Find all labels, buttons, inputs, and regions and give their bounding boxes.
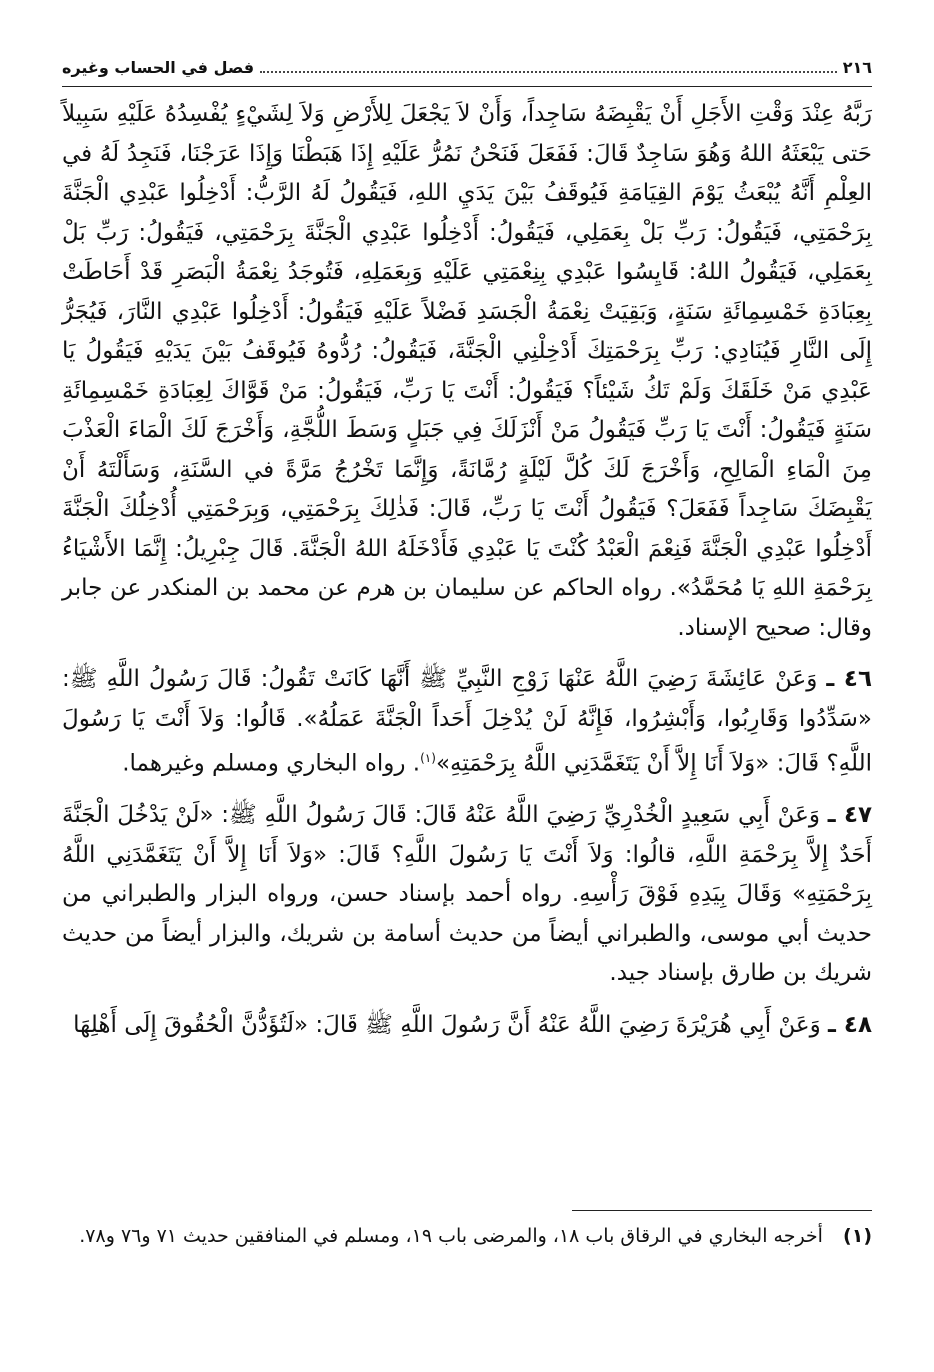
paragraph-text: وَعَنْ أَبِي هُرَيْرَةَ رَضِيَ اللَّهُ عَنْهُ أَنَّ رَسُولَ اللَّهِ ﷺ قَالَ: «لَتُؤَدُّنَّ الْحُقُوقَ إِلَى أَهْلِهَا: [73, 1011, 821, 1038]
hadith-number: ٤٦ ـ: [826, 666, 872, 692]
header-dots: [260, 71, 837, 73]
running-title: فصل في الحساب وغيره: [62, 58, 255, 77]
footnote-item: [62, 1220, 872, 1252]
hadith-number: ٤٧ ـ: [827, 802, 873, 829]
main-text: [62, 95, 872, 1045]
paragraph: [62, 796, 872, 994]
paragraph: [62, 660, 872, 784]
paragraph-text: وَعَنْ أَبِي سَعِيدٍ الْخُدْرِيِّ رَضِيَ اللَّهُ عَنْهُ قَالَ: قَالَ رَسُولُ اللَّهِ ﷺ: «لَنْ يَدْخُلَ الْجَنَّةَ أَحَدٌ إِلاَّ بِرَحْمَةِ اللَّهِ، قالُوا: وَلاَ أَنْتَ يَا رَسُولَ اللَّهِ؟ قَالَ: «وَلاَ أَنَا إِلاَّ أَنْ يَتَغَمَّدَنِي اللَّهُ بِرَحْمَتِهِ» وَقَالَ بِيَدِهِ فَوْقَ رَأْسِهِ. رواه أحمد بإسناد حسن، ورواه البزار والطبراني من حديث أبي موسى، والطبراني أيضاً من حديث أسامة بن شريك، والبزار أيضاً من حديث شريك بن طارق بإسناد جيد.: [62, 802, 872, 987]
hadith-number: ٤٨ ـ: [828, 1011, 872, 1038]
paragraph-text: وَعَنْ عَائِشَةَ رَضِيَ اللَّهُ عَنْهَا زَوْجِ النَّبِيِّ ﷺ أَنَّهَا كَانَتْ تَقُولُ: قَالَ رَسُولُ اللَّهِ ﷺ: «سَدِّدُوا وَقَارِبُوا، وَأَبْشِرُوا، فَإِنَّهُ لَنْ يُدْخِلَ أَحَداً الْجَنَّةَ عَمَلُهُ». قَالُوا: وَلاَ أَنْتَ يَا رَسُولَ اللَّهِ؟ قَالَ: «وَلاَ أَنَا إِلاَّ أَنْ يَتَغَمَّدَنِي اللَّهُ بِرَحْمَتِهِ»: [62, 666, 872, 777]
paragraph: [62, 95, 872, 648]
page-header: [62, 58, 872, 87]
footnote-divider: [572, 1210, 872, 1211]
paragraph-tail: . رواه البخاري ومسلم وغيرهما.: [122, 750, 421, 777]
footnote-reference[interactable]: (١): [420, 751, 436, 765]
paragraph-text: رَبَّهُ عِنْدَ وَقْتِ الأَجَلِ أَنْ يَقْبِضَهُ سَاجِداً، وَأَنْ لاَ يَجْعَلَ لِلأَرْضِ وَلاَ لِشَيْءٍ يُفْسِدُهُ عَلَيْهِ سَبِيلاً حَتى يَبْعَثَهُ اللهُ وَهُوَ سَاجِدٌ قَالَ: فَفَعَلَ فَنَحْنُ نَمُرُّ عَلَيْهِ إِذَا هَبَطْنَا وَإِذَا عَرَجْنَا، فَنَجِدُ لَهُ في العِلْمِ أَنَّهُ يُبْعَثُ يَوْمَ القِيَامَةِ فَيُوقَفُ بَيْنَ يَدَيِ اللهِ، فَيَقُولُ لَهُ الرَّبُّ: أَدْخِلُوا عَبْدِي الْجَنَّةَ بِرَحْمَتِي، فَيَقُولُ: رَبِّ بَلْ بِعَمَلِي، فَيَقُولُ: أَدْخِلُوا عَبْدِي الْجَنَّةَ بِرَحْمَتِي، فَيَقُولُ: رَبِّ بَلْ بِعَمَلِي، فَيَقُولُ اللهُ: قَايِسُوا عَبْدِي بِنِعْمَتِي عَلَيْهِ وَبِعَمَلِهِ، فَتُوجَدُ نِعْمَةُ الْبَصَرِ قَدْ أَحَاطَتْ بِعِبَادَةِ خَمْسِمِائَةِ سَنَةٍ، وَبَقِيَتْ نِعْمَةُ الْجَسَدِ فَضْلاً عَلَيْهِ فَيَقُولُ: أَدْخِلُوا عَبْدِي النَّارَ، فَيُجَرُّ إِلَى النَّارِ فَيُنَادِي: رَبِّ بِرَحْمَتِكَ أَدْخِلْنِي الْجَنَّةَ، فَيَقُولُ: رُدُّوهُ فَيُوقَفُ بَيْنَ يَدَيْهِ فَيَقُولُ يَا عَبْدِي مَنْ خَلَقَكَ وَلَمْ تَكُ شَيْئاً؟ فَيَقُولُ: أَنْتَ يَا رَبِّ، فَيَقُولُ: مَنْ قَوَّاكَ لِعِبَادَةِ خَمْسِمِائَةِ سَنَةٍ فَيَقُولُ: أَنْتَ يَا رَبِّ فَيَقُولُ مَنْ أَنْزَلَكَ فِي جَبَلٍ وَسَطَ اللُّجَّةِ، وَأَخْرَجَ لَكَ الْمَاءَ الْعَذْبَ مِنَ الْمَاءِ الْمَالِحِ، وَأَخْرَجَ لَكَ كُلَّ لَيْلَةٍ رُمَّانَةً، وَإِنَّمَا تَخْرُجُ مَرَّةً في السَّنَةِ، وَسَأَلْتَهُ أَنْ يَقْبِضَكَ سَاجِداً فَفَعَلَ؟ فَيَقُولُ أَنْتَ يَا رَبِّ، قَالَ: فَذٰلِكَ بِرَحْمَتِي، وَبِرَحْمَتِي أُدْخِلُكَ الْجَنَّةَ أَدْخِلُوا عَبْدِي الْجَنَّةَ فَنِعْمَ الْعَبْدُ كُنْتَ يَا عَبْدِي فَأَدْخَلَهُ اللهُ الْجَنَّةَ. قَالَ جِبْرِيلُ: إِنَّمَا الأَشْيَاءُ بِرَحْمَةِ اللهِ يَا مُحَمَّدُ». رواه الحاكم عن سليمان بن هرم عن محمد بن المنكدر عن جابر وقال: صحيح الإسناد.: [62, 101, 872, 641]
page-number: ٢١٦: [842, 58, 872, 77]
footnotes: [62, 1220, 872, 1252]
paragraph: [62, 1006, 872, 1046]
footnote-text: أخرجه البخاري في الرقاق باب ١٨، والمرضى باب ١٩، ومسلم في المنافقين حديث ٧١ و٧٦ و٧٨.: [79, 1225, 823, 1247]
footnote-mark: (١): [843, 1225, 872, 1247]
